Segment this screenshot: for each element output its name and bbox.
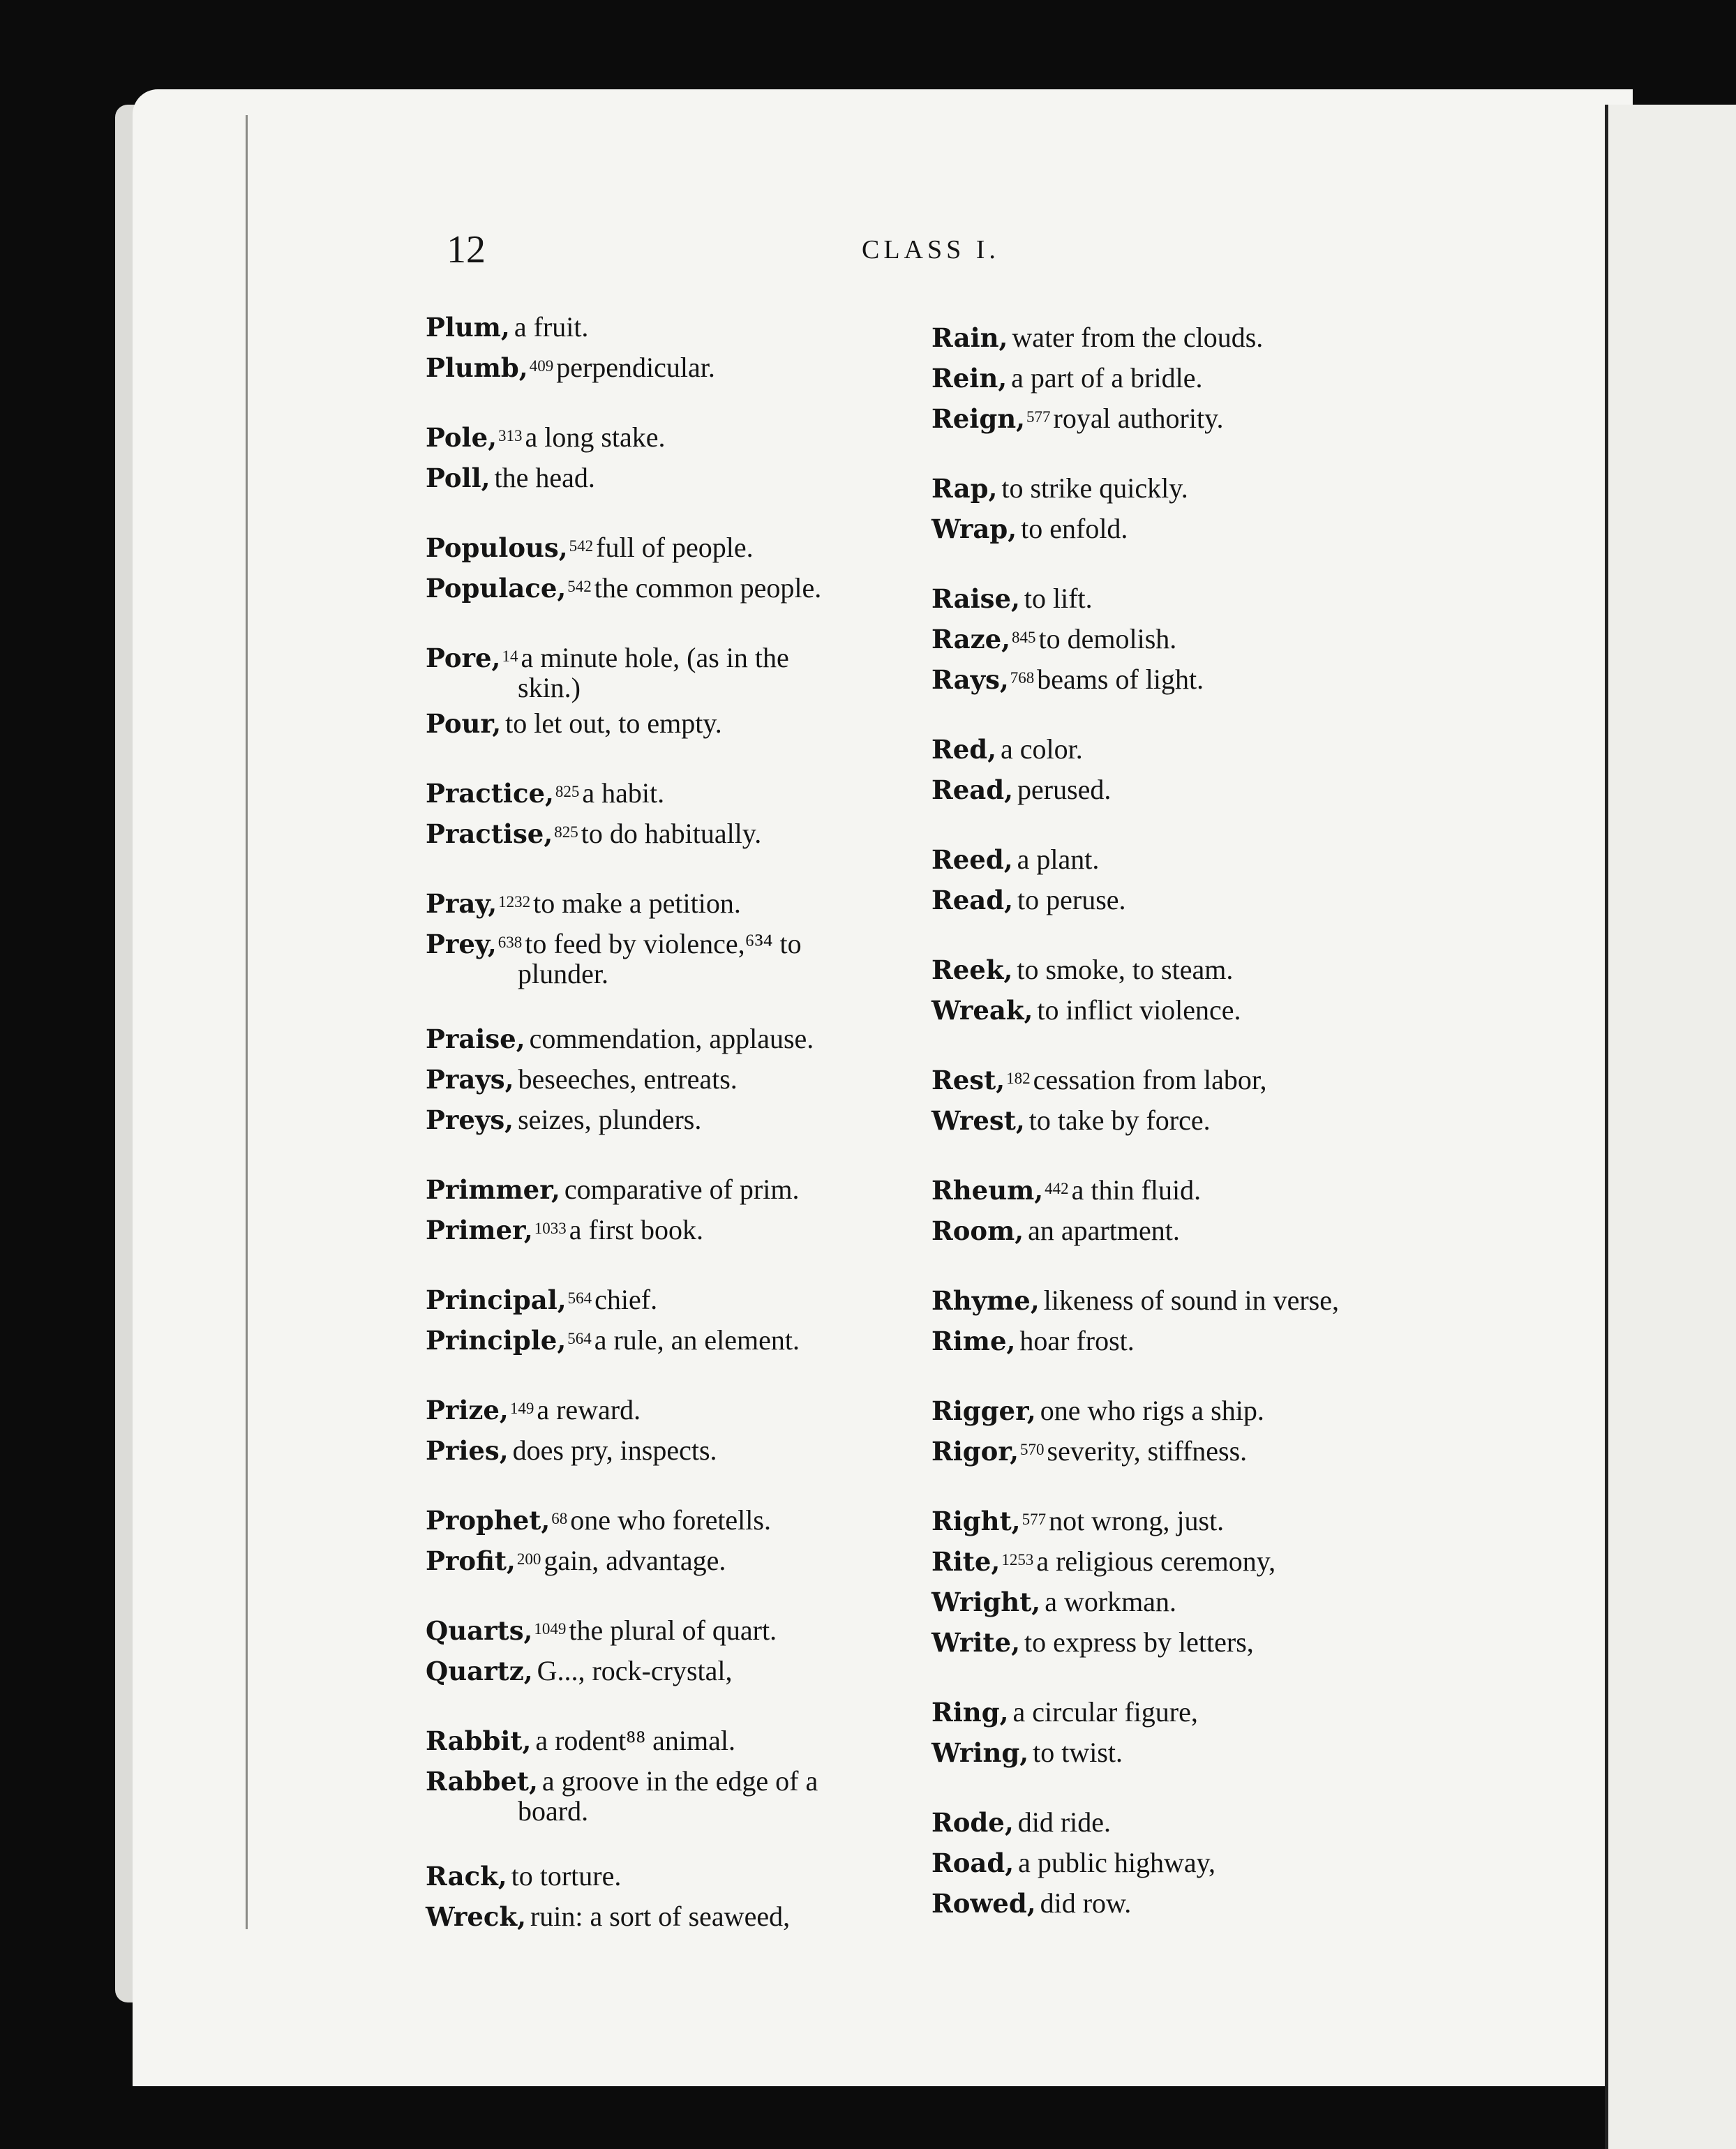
- dictionary-entry: [931, 659, 1441, 700]
- entry-definition: does pry, inspects.: [512, 1435, 717, 1466]
- reference-number: 570: [1020, 1441, 1045, 1458]
- dictionary-entry: [426, 1280, 928, 1320]
- entry-word: Pries,: [426, 1435, 509, 1466]
- entry-group: [931, 1501, 1441, 1663]
- page-title: CLASS I.: [862, 235, 1000, 264]
- entry-word: Populace,: [426, 573, 567, 604]
- entry-group: [931, 468, 1441, 549]
- dictionary-entry: [426, 1320, 928, 1361]
- dictionary-entry: [426, 1896, 928, 1937]
- reference-number: 68: [551, 1510, 568, 1527]
- reference-number: 1232: [498, 893, 531, 911]
- entry-word: Primer,: [426, 1215, 533, 1245]
- reference-number: 845: [1012, 629, 1036, 646]
- entry-word: Raze,: [931, 624, 1011, 654]
- entry-word: Rheum,: [931, 1175, 1044, 1206]
- entry-word: Rap,: [931, 473, 998, 504]
- entry-word: Wrest,: [931, 1105, 1025, 1136]
- entry-definition: to twist.: [1033, 1737, 1123, 1768]
- dictionary-entry: [931, 990, 1441, 1031]
- entry-word: Reed,: [931, 844, 1013, 875]
- dictionary-entry: [931, 1321, 1441, 1361]
- dictionary-entry: [931, 1170, 1441, 1211]
- entry-definition: a groove in the edge of a: [541, 1765, 818, 1797]
- entry-word: Write,: [931, 1627, 1020, 1658]
- entry-definition: to express by letters,: [1024, 1626, 1254, 1658]
- left-column: [426, 307, 928, 1966]
- definition-continuation: skin.): [518, 672, 581, 703]
- dictionary-entry: [931, 1883, 1441, 1924]
- entry-word: Wreak,: [931, 995, 1033, 1026]
- right-column: [931, 317, 1441, 1953]
- entry-definition: perpendicular.: [556, 352, 715, 383]
- dictionary-entry: [931, 839, 1441, 880]
- entry-word: Plumb,: [426, 352, 528, 383]
- entry-definition: to torture.: [511, 1860, 622, 1892]
- dictionary-entry: [931, 1843, 1441, 1883]
- entry-word: Rays,: [931, 664, 1009, 695]
- entry-definition: to do habitually.: [581, 818, 762, 849]
- entry-word: Pour,: [426, 708, 502, 739]
- entry-definition: to smoke, to steam.: [1017, 954, 1234, 985]
- dictionary-entry: [426, 1610, 928, 1651]
- entry-group: [426, 773, 928, 854]
- dictionary-entry: [426, 924, 928, 989]
- entry-definition: a part of a bridle.: [1011, 362, 1203, 394]
- entry-definition: a thin fluid.: [1071, 1174, 1202, 1206]
- entry-word: Rigger,: [931, 1395, 1036, 1426]
- definition-continuation: plunder.: [518, 958, 608, 989]
- dictionary-entry: [931, 770, 1441, 810]
- dictionary-entry: [426, 1651, 928, 1691]
- entry-definition: to peruse.: [1017, 884, 1126, 915]
- dictionary-entry: [426, 568, 928, 608]
- entry-word: Practise,: [426, 818, 553, 849]
- dictionary-entry: [931, 880, 1441, 920]
- entry-word: Raise,: [931, 583, 1020, 614]
- reference-number: 577: [1022, 1511, 1047, 1528]
- entry-definition: one who foretells.: [570, 1504, 771, 1536]
- entry-definition: to strike quickly.: [1001, 472, 1188, 504]
- entry-word: Reign,: [931, 403, 1025, 434]
- entry-word: Populous,: [426, 532, 568, 563]
- dictionary-entry: [426, 1169, 928, 1210]
- entry-definition: to let out, to empty.: [505, 707, 722, 739]
- entry-definition: to demolish.: [1038, 623, 1177, 654]
- entry-definition: seizes, plunders.: [518, 1104, 702, 1135]
- entry-definition: a workman.: [1045, 1586, 1177, 1617]
- dictionary-entry: [426, 814, 928, 854]
- entry-word: Pore,: [426, 643, 501, 673]
- dictionary-entry: [426, 1541, 928, 1581]
- reference-number: 182: [1006, 1070, 1031, 1087]
- dictionary-entry: [426, 1761, 928, 1827]
- entry-word: Principle,: [426, 1325, 567, 1356]
- entry-definition: beams of light.: [1037, 664, 1204, 695]
- entry-group: [931, 1692, 1441, 1773]
- dictionary-entry: [931, 509, 1441, 549]
- dictionary-entry: [426, 417, 928, 458]
- entry-word: Plum,: [426, 312, 510, 343]
- dictionary-entry: [426, 1721, 928, 1761]
- entry-group: [426, 1500, 928, 1581]
- reference-number: 768: [1010, 669, 1035, 687]
- entry-word: Prey,: [426, 929, 497, 959]
- entry-definition: to inflict violence.: [1037, 994, 1241, 1026]
- dictionary-entry: [931, 1692, 1441, 1732]
- dictionary-entry: [426, 307, 928, 347]
- reference-number: 564: [567, 1289, 592, 1307]
- entry-word: Rigor,: [931, 1436, 1019, 1467]
- entry-word: Quarts,: [426, 1615, 533, 1646]
- entry-definition: did row.: [1040, 1887, 1132, 1919]
- entry-word: Praise,: [426, 1024, 525, 1054]
- entry-definition: royal authority.: [1053, 403, 1224, 434]
- entry-group: [931, 839, 1441, 920]
- dictionary-entry: [426, 1019, 928, 1059]
- reference-number: 825: [555, 783, 580, 800]
- entry-word: Right,: [931, 1506, 1021, 1536]
- entry-word: Rain,: [931, 322, 1008, 353]
- entry-word: Quartz,: [426, 1656, 533, 1686]
- entry-word: Rest,: [931, 1065, 1005, 1095]
- reference-number: 577: [1026, 408, 1051, 426]
- entry-word: Prays,: [426, 1064, 514, 1095]
- entry-word: Read,: [931, 885, 1014, 915]
- entry-definition: a long stake.: [525, 421, 666, 453]
- dictionary-entry: [931, 1211, 1441, 1251]
- entry-word: Room,: [931, 1215, 1024, 1246]
- dictionary-entry: [426, 883, 928, 924]
- entry-group: [931, 317, 1441, 439]
- entry-definition: did ride.: [1017, 1806, 1112, 1838]
- entry-definition: ruin: a sort of seaweed,: [530, 1901, 791, 1932]
- entry-definition: perused.: [1017, 774, 1112, 805]
- dictionary-entry: [426, 638, 928, 703]
- entry-word: Rabbit,: [426, 1725, 532, 1756]
- dictionary-entry: [931, 578, 1441, 619]
- dictionary-entry: [931, 950, 1441, 990]
- entry-word: Wright,: [931, 1587, 1041, 1617]
- dictionary-entry: [931, 1391, 1441, 1431]
- entry-definition: an apartment.: [1028, 1215, 1180, 1246]
- entry-definition: to feed by violence,⁶³⁴ to: [525, 928, 802, 959]
- entry-definition: not wrong, just.: [1049, 1505, 1225, 1536]
- reference-number: 1033: [534, 1220, 567, 1237]
- entry-word: Prize,: [426, 1395, 509, 1425]
- entry-group: [931, 1391, 1441, 1472]
- entry-group: [426, 1721, 928, 1827]
- dictionary-entry: [931, 1732, 1441, 1773]
- entry-group: [931, 1802, 1441, 1924]
- entry-word: Preys,: [426, 1105, 514, 1135]
- entry-word: Profit,: [426, 1545, 516, 1576]
- dictionary-entry: [426, 347, 928, 388]
- dictionary-entry: [931, 358, 1441, 398]
- entry-definition: commendation, applause.: [529, 1023, 814, 1054]
- facing-page-edge: [1605, 105, 1736, 2149]
- dictionary-entry: [931, 398, 1441, 439]
- entry-definition: to lift.: [1024, 583, 1093, 614]
- entry-word: Rime,: [931, 1326, 1016, 1356]
- dictionary-entry: [426, 773, 928, 814]
- entry-word: Read,: [931, 774, 1014, 805]
- entry-definition: comparative of prim.: [564, 1174, 800, 1205]
- entry-group: [426, 417, 928, 498]
- entry-word: Wring,: [931, 1737, 1029, 1768]
- entry-group: [426, 1390, 928, 1471]
- entry-definition: G..., rock-crystal,: [537, 1655, 733, 1686]
- dictionary-entry: [931, 1802, 1441, 1843]
- entry-group: [931, 729, 1441, 810]
- entry-word: Pole,: [426, 422, 497, 453]
- reference-number: 542: [569, 537, 594, 555]
- entry-word: Ring,: [931, 1697, 1009, 1728]
- reference-number: 638: [497, 934, 523, 951]
- dictionary-entry: [931, 1280, 1441, 1321]
- entry-word: Rite,: [931, 1546, 1001, 1577]
- entry-definition: a plant.: [1017, 844, 1100, 875]
- reference-number: 313: [498, 427, 523, 444]
- entry-definition: a minute hole, (as in the: [521, 642, 789, 673]
- dictionary-entry: [426, 458, 928, 498]
- reference-number: 409: [529, 357, 554, 375]
- entry-definition: gain, advantage.: [544, 1545, 726, 1576]
- reference-number: 200: [516, 1550, 541, 1568]
- dictionary-entry: [426, 1500, 928, 1541]
- dictionary-entry: [426, 1100, 928, 1140]
- page-number: 12: [447, 228, 486, 271]
- entry-word: Practice,: [426, 778, 554, 809]
- entry-group: [931, 1060, 1441, 1141]
- entry-word: Poll,: [426, 463, 491, 493]
- entry-group: [426, 527, 928, 608]
- reference-number: 14: [502, 647, 518, 665]
- entry-word: Rode,: [931, 1807, 1014, 1838]
- definition-continuation: board.: [518, 1795, 589, 1827]
- dictionary-entry: [426, 1856, 928, 1896]
- dictionary-entry: [426, 1430, 928, 1471]
- entry-word: Rein,: [931, 363, 1008, 394]
- reference-number: 564: [567, 1330, 592, 1347]
- entry-group: [426, 883, 928, 989]
- entry-definition: a color.: [1001, 733, 1083, 765]
- entry-group: [426, 1610, 928, 1691]
- entry-definition: the common people.: [594, 572, 822, 604]
- dictionary-entry: [931, 1060, 1441, 1100]
- entry-definition: a rodent⁸⁸ animal.: [535, 1725, 736, 1756]
- entry-word: Rabbet,: [426, 1766, 538, 1797]
- entry-definition: the plural of quart.: [569, 1615, 777, 1646]
- entry-group: [426, 1280, 928, 1361]
- dictionary-entry: [426, 527, 928, 568]
- entry-definition: to enfold.: [1021, 513, 1128, 544]
- entry-group: [426, 1169, 928, 1250]
- entry-definition: to take by force.: [1028, 1105, 1211, 1136]
- reference-number: 1253: [1001, 1551, 1034, 1568]
- entry-definition: to make a petition.: [533, 888, 741, 919]
- dictionary-entry: [931, 1431, 1441, 1472]
- entry-definition: a public highway,: [1018, 1847, 1216, 1878]
- entry-definition: water from the clouds.: [1012, 322, 1264, 353]
- entry-word: Road,: [931, 1848, 1015, 1878]
- dictionary-entry: [426, 1059, 928, 1100]
- entry-definition: the head.: [494, 462, 595, 493]
- entry-definition: a religious ceremony,: [1036, 1545, 1276, 1577]
- entry-definition: a fruit.: [514, 311, 589, 343]
- dictionary-entry: [426, 703, 928, 744]
- scan-background: [0, 2086, 1605, 2149]
- entry-group: [426, 307, 928, 388]
- entry-group: [931, 578, 1441, 700]
- entry-word: Pray,: [426, 888, 497, 919]
- entry-definition: a habit.: [582, 777, 665, 809]
- reference-number: 149: [509, 1400, 534, 1417]
- entry-definition: likeness of sound in verse,: [1043, 1285, 1339, 1316]
- entry-word: Principal,: [426, 1285, 567, 1315]
- entry-definition: severity, stiffness.: [1047, 1435, 1248, 1467]
- entry-definition: cessation from labor,: [1033, 1064, 1267, 1095]
- entry-word: Rowed,: [931, 1888, 1036, 1919]
- entry-group: [931, 1170, 1441, 1251]
- entry-definition: full of people.: [596, 532, 754, 563]
- entry-definition: a first book.: [569, 1214, 703, 1245]
- dictionary-entry: [931, 468, 1441, 509]
- entry-group: [426, 638, 928, 744]
- entry-definition: hoar frost.: [1019, 1325, 1135, 1356]
- entry-definition: one who rigs a ship.: [1040, 1395, 1264, 1426]
- entry-group: [931, 1280, 1441, 1361]
- reference-number: 1049: [534, 1620, 567, 1638]
- dictionary-entry: [931, 1501, 1441, 1541]
- reference-number: 442: [1045, 1180, 1069, 1197]
- page-fold-line: [246, 115, 248, 1929]
- entry-word: Wreck,: [426, 1901, 526, 1932]
- dictionary-entry: [426, 1210, 928, 1250]
- entry-definition: a circular figure,: [1012, 1696, 1198, 1728]
- entry-word: Primmer,: [426, 1174, 560, 1205]
- dictionary-entry: [931, 729, 1441, 770]
- dictionary-entry: [931, 619, 1441, 659]
- entry-word: Rhyme,: [931, 1285, 1040, 1316]
- reference-number: 825: [554, 823, 578, 841]
- dictionary-entry: [931, 1541, 1441, 1582]
- entry-word: Rack,: [426, 1861, 507, 1892]
- entry-group: [426, 1019, 928, 1140]
- dictionary-entry: [931, 317, 1441, 358]
- entry-definition: a rule, an element.: [594, 1324, 800, 1356]
- entry-word: Wrap,: [931, 514, 1017, 544]
- entry-word: Prophet,: [426, 1505, 551, 1536]
- entry-definition: a reward.: [537, 1394, 641, 1425]
- entry-group: [426, 1856, 928, 1937]
- entry-word: Red,: [931, 734, 997, 765]
- dictionary-entry: [426, 1390, 928, 1430]
- dictionary-entry: [931, 1622, 1441, 1663]
- entry-definition: beseeches, entreats.: [518, 1063, 738, 1095]
- dictionary-entry: [931, 1100, 1441, 1141]
- entry-group: [931, 950, 1441, 1031]
- entry-definition: chief.: [594, 1284, 658, 1315]
- reference-number: 542: [567, 578, 592, 595]
- entry-word: Reek,: [931, 954, 1013, 985]
- dictionary-entry: [931, 1582, 1441, 1622]
